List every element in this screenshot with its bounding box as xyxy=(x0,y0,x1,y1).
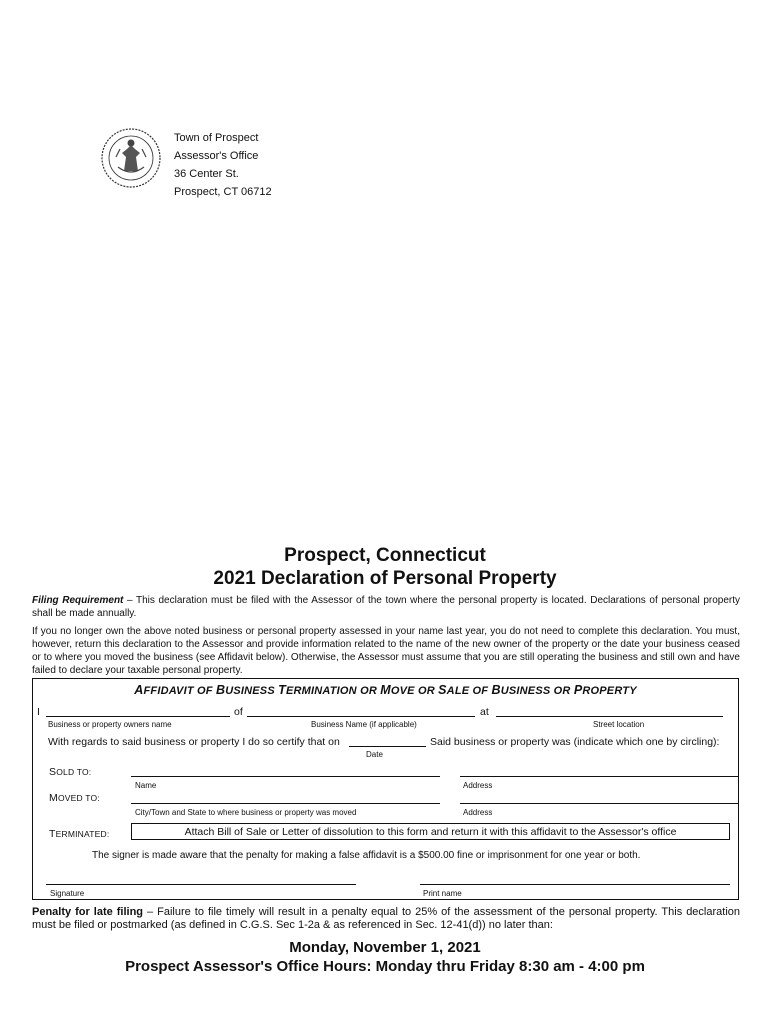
owner-name-caption: Business or property owners name xyxy=(48,720,172,729)
address-line: 36 Center St. xyxy=(174,168,239,180)
moved-city-line[interactable] xyxy=(131,803,440,804)
affidavit-title: AFFIDAVIT OF BUSINESS TERMINATION OR MOVE OR SALE OF BUSINESS OR PROPERTY xyxy=(134,683,637,697)
print-name-line[interactable] xyxy=(420,884,730,885)
print-name-caption: Print name xyxy=(423,889,462,898)
business-name-line[interactable] xyxy=(247,716,475,717)
buyer-address-line[interactable] xyxy=(460,776,739,777)
date-line[interactable] xyxy=(349,746,426,747)
date-caption: Date xyxy=(366,750,383,759)
late-filing-text: – Failure to file timely will result in a penalty equal to 25% of the assessment of the personal property. This declaration must be filed or postmarked (as defined in C.G.S. Sec 1-2a & as referenced in Sec. 12-41(d)) no later than: xyxy=(32,906,741,931)
address-line: Prospect, CT 06712 xyxy=(174,186,272,198)
office-address xyxy=(174,129,272,201)
late-filing-penalty xyxy=(32,906,740,932)
address-line: Assessor's Office xyxy=(174,150,259,162)
i-label: I xyxy=(37,706,40,718)
terminated-instructions: Attach Bill of Sale or Letter of dissolution to this form and return it with this affidavit to the Assessor's office xyxy=(131,823,730,840)
name-caption: Name xyxy=(135,781,157,790)
city-caption: City/Town and State to where business or property was moved xyxy=(135,808,357,817)
office-hours: Prospect Assessor's Office Hours: Monday thru Friday 8:30 am - 4:00 pm xyxy=(125,958,645,975)
street-location-line[interactable] xyxy=(496,716,723,717)
no-longer-own-notice: If you no longer own the above noted business or personal property assessed in your name last year, you do not need to complete this declaration. You must, however, return this declaration to the Assessor and provide information related to the name of the new owner of the property or the date your business ceased or to where you moved the business (see Affidavit below). Otherwise, the Assessor must assume that you are still operating the business and still own and have failed to declare your taxable personal property. xyxy=(32,626,740,676)
town-seal xyxy=(100,127,162,189)
late-filing-label: Penalty for late filing xyxy=(32,906,144,918)
filing-requirement-label: Filing Requirement xyxy=(32,595,124,606)
sold-to-option[interactable]: SOLD TO: xyxy=(49,766,92,778)
address-line: Town of Prospect xyxy=(174,132,259,144)
of-label: of xyxy=(234,706,243,718)
street-location-caption: Street location xyxy=(593,720,645,729)
filing-deadline: Monday, November 1, 2021 xyxy=(289,939,481,956)
signature-caption: Signature xyxy=(50,889,85,898)
at-label: at xyxy=(480,706,489,718)
moved-to-option[interactable]: MOVED TO: xyxy=(49,792,100,804)
address-caption: Address xyxy=(463,808,493,817)
filing-requirement xyxy=(32,594,740,620)
business-name-caption: Business Name (if applicable) xyxy=(311,720,417,729)
owner-name-line[interactable] xyxy=(46,716,230,717)
address-caption: Address xyxy=(463,781,493,790)
buyer-name-line[interactable] xyxy=(131,776,440,777)
filing-requirement-text: – This declaration must be filed with the Assessor of the town where the personal property is located. Declarations of personal property shall be made annually. xyxy=(32,595,741,619)
status-text: Said business or property was (indicate which one by circling): xyxy=(430,736,720,748)
terminated-option[interactable]: TERMINATED: xyxy=(49,828,110,840)
document-title: Prospect, Connecticut xyxy=(284,545,486,566)
certify-text: With regards to said business or property I do so certify that on xyxy=(48,736,340,748)
moved-address-line[interactable] xyxy=(460,803,739,804)
document-subtitle: 2021 Declaration of Personal Property xyxy=(213,568,557,589)
signature-line[interactable] xyxy=(46,884,356,885)
false-affidavit-notice: The signer is made aware that the penalty for making a false affidavit is a $500.00 fine or imprisonment for one year or both. xyxy=(92,850,641,861)
